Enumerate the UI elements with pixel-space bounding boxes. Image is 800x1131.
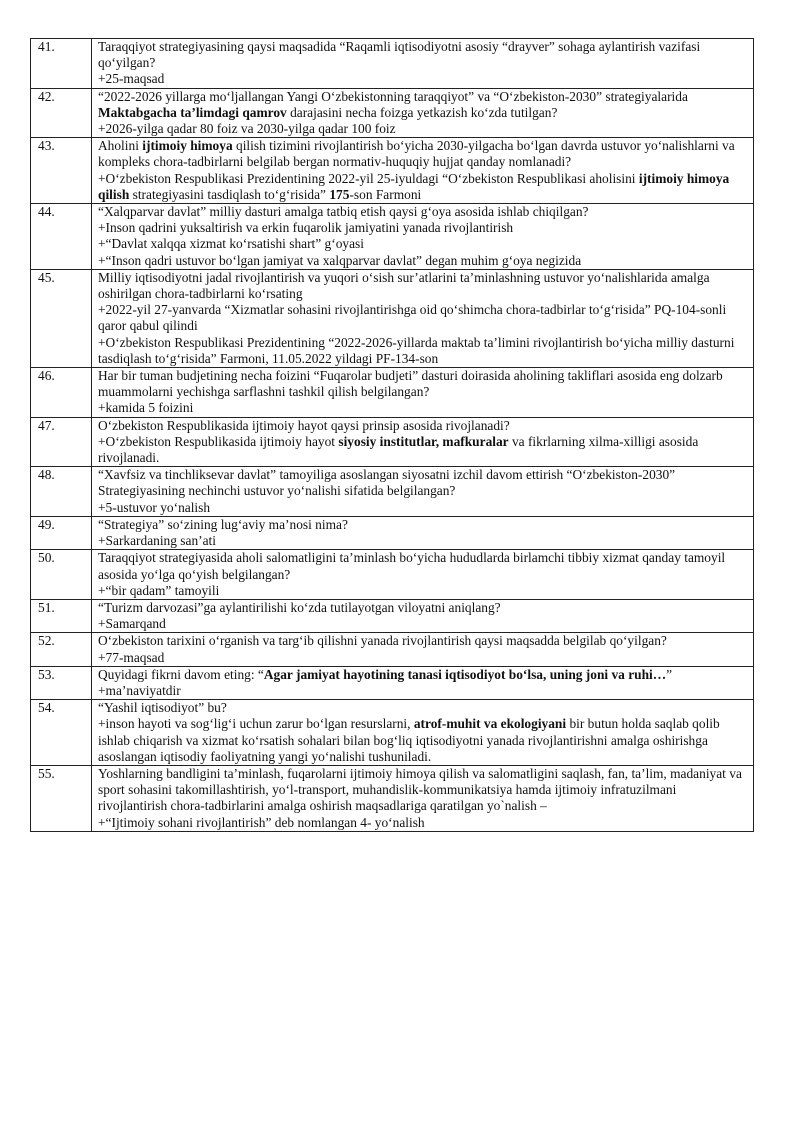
question-cell	[92, 39, 754, 89]
text-segment: “Strategiya” so‘zining lug‘aviy ma’nosi nima?	[98, 516, 348, 532]
table-row	[31, 204, 754, 270]
question-number: 46.	[31, 368, 92, 418]
text-segment: “Yashil iqtisodiyot” bu?	[98, 700, 227, 716]
text-segment: +inson hayoti va sog‘lig‘i uchun zarur bo‘lgan resurslarni,	[98, 716, 414, 732]
answer-text	[98, 171, 748, 203]
answer-text	[98, 716, 748, 765]
question-text	[98, 517, 748, 533]
text-segment: Milliy iqtisodiyotni jadal rivojlantirish va yuqori o‘sish sur’atlarini ta’minlashning ustuvor yo‘nalishlarida amalga oshirilgan chora-tadbirlarni ko‘rsating	[98, 269, 710, 302]
table-row	[31, 765, 754, 831]
question-number: 43.	[31, 138, 92, 204]
bold-segment: Agar jamiyat hayotining tanasi iqtisodiyot bo‘lsa, uning joni va ruhi…	[263, 666, 667, 682]
text-segment: Taraqqiyot strategiyasida aholi salomatligini ta’minlash bo‘yicha hududlarda birlamchi tibbiy xizmat qanday tamoyil asosida yo‘lga qo‘yish belgilangan?	[98, 550, 726, 582]
question-text	[98, 467, 748, 499]
bold-segment: Maktabgacha ta’limdagi qamrov	[98, 104, 287, 120]
answer-text	[98, 236, 748, 252]
question-number: 47.	[31, 417, 92, 467]
question-cell	[92, 599, 754, 632]
answer-text	[98, 71, 748, 87]
question-text	[98, 633, 748, 649]
question-number: 51.	[31, 599, 92, 632]
text-segment: ”	[666, 666, 673, 682]
table-row	[31, 39, 754, 89]
question-cell	[92, 700, 754, 766]
question-text	[98, 550, 748, 582]
text-segment: +5-ustuvor yo‘nalish	[98, 499, 211, 515]
table-row	[31, 633, 754, 666]
question-number: 54.	[31, 700, 92, 766]
question-number: 50.	[31, 550, 92, 600]
question-cell	[92, 88, 754, 138]
question-text	[98, 600, 748, 616]
text-segment: +2026-yilga qadar 80 foiz va 2030-yilga qadar 100 foiz	[98, 121, 396, 137]
text-segment: +Sarkardaning san’ati	[98, 533, 216, 549]
answer-text	[98, 220, 748, 236]
question-text	[98, 270, 748, 302]
question-text	[98, 89, 748, 121]
question-text	[98, 766, 748, 815]
text-segment: Yoshlarning bandligini ta’minlash, fuqarolarni ijtimoiy himoya qilish va salomatligini saqlash, fan, ta’lim, madaniyat va sport sohasini takomillashtirish, yo‘l-transport, muhandislik-kommunikatsiya hamda ijtimoiy infratuzilmani rivojlantirish chora-tadbirlarini amalga oshirish maqsadlariga qaratilgan yo`nalish –	[98, 765, 742, 814]
question-cell	[92, 204, 754, 270]
table-row	[31, 269, 754, 367]
question-text	[98, 39, 748, 71]
text-segment: “2022-2026 yillarga mo‘ljallangan Yangi O‘zbekistonning taraqqiyot” va “O‘zbekiston-2030” strategiyalarida	[98, 88, 688, 104]
question-number: 52.	[31, 633, 92, 666]
bold-segment: ijtimoiy himoya	[142, 138, 233, 154]
text-segment: +25-maqsad	[98, 71, 165, 87]
text-segment: +O‘zbekiston Respublikasi Prezidentining “2022-2026-yillarda maktab ta’limini rivojlantirish bo‘yicha milliy dasturni tasdiqlash to‘g‘risida” Farmoni, 11.05.2022 yildagi PF-134-son	[98, 334, 735, 366]
answer-text	[98, 650, 748, 666]
answer-text	[98, 533, 748, 549]
question-cell	[92, 368, 754, 418]
table-row	[31, 700, 754, 766]
question-number: 49.	[31, 516, 92, 549]
table-row	[31, 666, 754, 699]
bold-segment: ijtimoiy himoya qilish	[98, 170, 730, 202]
question-text	[98, 368, 748, 400]
text-segment: +“Davlat xalqqa xizmat ko‘rsatishi shart” g‘oyasi	[98, 236, 364, 252]
question-number: 41.	[31, 39, 92, 89]
question-text	[98, 700, 748, 716]
questions-table	[30, 38, 754, 832]
table-row	[31, 516, 754, 549]
question-cell	[92, 633, 754, 666]
text-segment: “Turizm darvozasi”ga aylantirilishi ko‘zda tutilayotgan viloyatni aniqlang?	[98, 599, 501, 615]
question-cell	[92, 417, 754, 467]
answer-text	[98, 616, 748, 632]
bold-segment: atrof-muhit va ekologiyani	[413, 716, 567, 732]
text-segment: Har bir tuman budjetining necha foizini “Fuqarolar budjeti” dasturi doirasida aholining takliflari asosida eng dolzarb muammolarni yechishga sarflashni tashkil qilish belgilangan?	[98, 368, 723, 400]
answer-text	[98, 683, 748, 699]
question-number: 53.	[31, 666, 92, 699]
text-segment: Quyidagi fikrni davom eting: “	[98, 666, 264, 682]
table-row	[31, 550, 754, 600]
text-segment: qilish tizimini rivojlantirish bo‘yicha 2030-yilgacha bo‘lgan davrda ustuvor yo‘nalishlarni va kompleks chora-tadbirlarni belgilab bergan normativ-huquqiy hujjat qanday nomlanadi?	[98, 138, 735, 170]
question-number: 48.	[31, 467, 92, 517]
text-segment: +Samarqand	[98, 616, 166, 632]
question-text	[98, 418, 748, 434]
table-row	[31, 467, 754, 517]
answer-text	[98, 500, 748, 516]
table-row	[31, 368, 754, 418]
answer-text	[98, 253, 748, 269]
text-segment: +O‘zbekiston Respublikasi Prezidentining 2022-yil 25-iyuldagi “O‘zbekiston Respublikasi aholisini	[98, 170, 639, 186]
question-cell	[92, 666, 754, 699]
question-cell	[92, 765, 754, 831]
question-cell	[92, 269, 754, 367]
table-row	[31, 88, 754, 138]
text-segment: Taraqqiyot strategiyasining qaysi maqsadida “Raqamli iqtisodiyotni asosiy “drayver” sohaga aylantirish vazifasi qo‘yilgan?	[98, 39, 701, 71]
text-segment: O‘zbekiston Respublikasida ijtimoiy hayot qaysi prinsip asosida rivojlanadi?	[98, 417, 510, 433]
text-segment: -son Farmoni	[349, 186, 422, 202]
table-row	[31, 599, 754, 632]
text-segment: +2022-yil 27-yanvarda “Xizmatlar sohasini rivojlantirishga oid qo‘shimcha chora-tadbirlar to‘g‘risida” PQ-104-sonli qaror qabul qilindi	[98, 302, 727, 334]
text-segment: darajasini necha foizga yetkazish ko‘zda tutilgan?	[286, 104, 558, 120]
text-segment: +O‘zbekiston Respublikasida ijtimoiy hayot	[98, 433, 339, 449]
answer-text	[98, 815, 748, 831]
text-segment: +“Ijtimoiy sohani rivojlantirish” deb nomlangan 4- yo‘nalish	[98, 814, 425, 830]
table-row	[31, 138, 754, 204]
answer-text	[98, 121, 748, 137]
answer-text	[98, 335, 748, 367]
text-segment: +77-maqsad	[98, 649, 165, 665]
bold-segment: siyosiy institutlar, mafkuralar	[338, 433, 509, 449]
question-text	[98, 667, 748, 683]
text-segment: bir butun holda saqlab qolib ishlab chiqarish va xizmat ko‘rsatish sohalari bilan bog‘liq iqtisodiyotni yanada rivojlantirishni amalga oshirishga asoslangan iqtisodiy faoliyatning yangi yo‘nalishi tushuniladi.	[98, 716, 720, 764]
text-segment: O‘zbekiston tarixini o‘rganish va targ‘ib qilishni yanada rivojlantirish qaysi maqsadda belgilab qo‘yilgan?	[98, 633, 667, 649]
answer-text	[98, 583, 748, 599]
question-number: 45.	[31, 269, 92, 367]
question-text	[98, 138, 748, 170]
question-cell	[92, 467, 754, 517]
text-segment: +Inson qadrini yuksaltirish va erkin fuqarolik jamiyatini yanada rivojlantirish	[98, 220, 514, 236]
text-segment: “Xalqparvar davlat” milliy dasturi amalga tatbiq etish qaysi g‘oya asosida ishlab chiqilgan?	[98, 204, 589, 220]
answer-text	[98, 400, 748, 416]
question-number: 44.	[31, 204, 92, 270]
answer-text	[98, 434, 748, 466]
text-segment: Aholini	[98, 138, 143, 154]
question-number: 42.	[31, 88, 92, 138]
table-row	[31, 417, 754, 467]
bold-segment: 175	[329, 186, 350, 202]
text-segment: +ma’naviyatdir	[98, 682, 181, 698]
text-segment: “Xavfsiz va tinchliksevar davlat” tamoyiliga asoslangan siyosatni izchil davom ettirish “O‘zbekiston-2030” Strategiyasining nechinchi ustuvor yo‘nalishi sifatida belgilangan?	[98, 467, 676, 499]
question-cell	[92, 138, 754, 204]
answer-text	[98, 302, 748, 334]
question-cell	[92, 550, 754, 600]
questions-table-body	[31, 39, 754, 832]
text-segment: +kamida 5 foizini	[98, 400, 194, 416]
question-text	[98, 204, 748, 220]
text-segment: +“Inson qadri ustuvor bo‘lgan jamiyat va xalqparvar davlat” degan muhim g‘oya negizida	[98, 252, 582, 268]
text-segment: va fikrlarning xilma-xilligi asosida rivojlanadi.	[98, 433, 699, 466]
question-number: 55.	[31, 765, 92, 831]
text-segment: strategiyasini tasdiqlash to‘g‘risida”	[129, 186, 330, 202]
question-cell	[92, 516, 754, 549]
text-segment: +“bir qadam” tamoyili	[98, 582, 220, 598]
